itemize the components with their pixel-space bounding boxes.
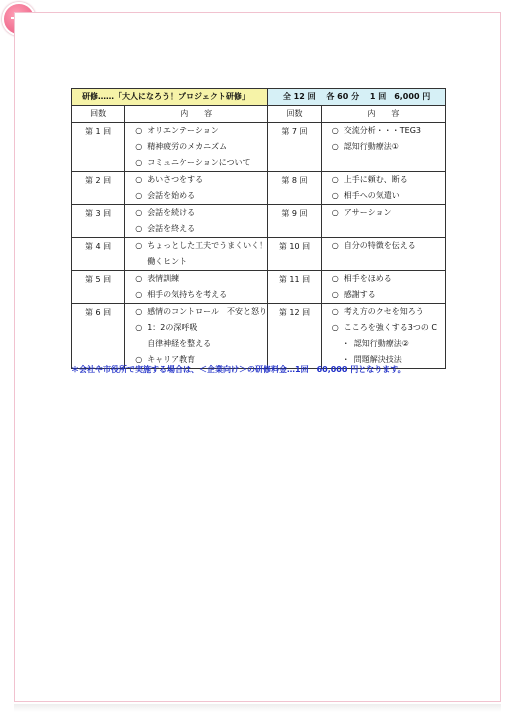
- session-number: 第 8 回: [281, 176, 308, 185]
- table-row: [72, 304, 446, 369]
- session-number: 第 4 回: [85, 242, 112, 251]
- circle-icon: ○: [135, 274, 143, 283]
- circle-icon: ○: [135, 126, 143, 135]
- circle-icon: ○: [135, 208, 143, 217]
- session-number: 第 5 回: [85, 275, 112, 284]
- table-row: [72, 172, 446, 205]
- list-item: [322, 172, 445, 188]
- list-item: [322, 188, 445, 204]
- session-subtopic: 問題解決技法: [353, 355, 402, 364]
- circle-icon: ○: [135, 241, 143, 250]
- page-shadow: [14, 704, 501, 712]
- course-pricing: 全 12 回 各 60 分 1 回 6,000 円: [268, 89, 446, 106]
- list-item: [125, 139, 267, 155]
- list-item: [125, 123, 267, 139]
- list-item: [125, 287, 267, 303]
- circle-icon: ○: [135, 290, 143, 299]
- list-item: [322, 205, 445, 221]
- list-item: [125, 205, 267, 221]
- list-item: [125, 320, 267, 336]
- list-item: [125, 304, 267, 320]
- column-header-num: 回数: [72, 106, 125, 123]
- list-item: [322, 271, 445, 287]
- list-item: [322, 304, 445, 320]
- session-topic: 交流分析・・・TEG3: [343, 126, 421, 135]
- dot-icon: ・: [341, 355, 350, 364]
- table-row: [72, 271, 446, 304]
- session-number: 第 9 回: [281, 209, 308, 218]
- session-topic: 1：2の深呼吸: [147, 323, 198, 332]
- circle-icon: ○: [331, 307, 339, 316]
- circle-icon: ○: [331, 323, 339, 332]
- list-item: [125, 188, 267, 204]
- session-topic: 相手をほめる: [343, 274, 392, 283]
- list-item: [322, 123, 445, 139]
- session-number: 第 6 回: [85, 308, 112, 317]
- circle-icon: ○: [331, 191, 339, 200]
- circle-icon: ○: [135, 323, 143, 332]
- session-number: 第 11 回: [278, 275, 311, 284]
- list-item: [125, 221, 267, 237]
- session-topic: 表情訓練: [147, 274, 180, 283]
- session-number: 第 3 回: [85, 209, 112, 218]
- session-topic: 相手の気持ちを考える: [147, 290, 228, 299]
- circle-icon: ○: [331, 208, 339, 217]
- list-item: [322, 287, 445, 303]
- session-topic: 上手に頼む、断る: [343, 175, 408, 184]
- circle-icon: ○: [331, 142, 339, 151]
- pricing-note: ＊会社や市役所で実施する場合は、＜企業向け＞の研修料金…1回 60,000 円となります。: [71, 365, 406, 374]
- circle-icon: ○: [331, 241, 339, 250]
- session-topic: ちょっとした工夫でうまくいく！: [147, 241, 268, 250]
- list-item: [125, 238, 267, 254]
- session-topic: 会話を続ける: [147, 208, 196, 217]
- circle-icon: ○: [135, 158, 143, 167]
- course-title: 研修……「大人になろう！プロジェクト研修」: [72, 89, 268, 106]
- list-item: [322, 320, 445, 336]
- list-item: [322, 336, 445, 352]
- session-topic: アサーション: [343, 208, 392, 217]
- dot-icon: ・: [341, 339, 350, 348]
- session-topic: 自分の特徴を伝える: [343, 241, 416, 250]
- session-subtopic: 認知行動療法②: [353, 339, 409, 348]
- list-item: [125, 155, 267, 171]
- column-header-content: 内 容: [125, 106, 268, 123]
- circle-icon: ○: [135, 307, 143, 316]
- session-topic: 相手への気遣い: [343, 191, 400, 200]
- session-topic: こころを強くする3つの C: [343, 323, 437, 332]
- session-number: 第 1 回: [85, 127, 112, 136]
- session-topic: 感謝する: [343, 290, 376, 299]
- session-topic: 考え方のクセを知ろう: [343, 307, 424, 316]
- circle-icon: ○: [135, 224, 143, 233]
- circle-icon: ○: [331, 274, 339, 283]
- circle-icon: ○: [331, 290, 339, 299]
- session-topic: 精神疲労のメカニズム: [147, 142, 228, 151]
- circle-icon: ○: [135, 175, 143, 184]
- list-item: [125, 172, 267, 188]
- session-topic-continued: 働くヒント: [147, 257, 188, 266]
- training-schedule-table: [71, 88, 446, 369]
- circle-icon: ○: [135, 355, 143, 364]
- list-item: [125, 271, 267, 287]
- session-number: 第 10 回: [278, 242, 311, 251]
- session-number: 第 2 回: [85, 176, 112, 185]
- list-item: [322, 238, 445, 254]
- circle-icon: ○: [135, 191, 143, 200]
- session-topic: 感情のコントロール 不安と怒り: [147, 307, 268, 316]
- session-number: 第 12 回: [278, 308, 311, 317]
- session-topic-continued: 自律神経を整える: [147, 339, 212, 348]
- column-header-content: 内 容: [321, 106, 445, 123]
- table-row: [72, 123, 446, 172]
- column-header-num: 回数: [268, 106, 322, 123]
- session-topic: キャリア教育: [147, 355, 196, 364]
- circle-icon: ○: [135, 142, 143, 151]
- table-row: [72, 205, 446, 238]
- session-number: 第 7 回: [281, 127, 308, 136]
- session-topic: オリエンテーション: [147, 126, 219, 135]
- table-row: [72, 238, 446, 271]
- session-topic: コミュニケーションについて: [147, 158, 251, 167]
- circle-icon: ○: [331, 175, 339, 184]
- circle-icon: ○: [331, 126, 339, 135]
- session-topic: あいさつをする: [147, 175, 204, 184]
- session-topic: 認知行動療法①: [343, 142, 399, 151]
- session-topic: 会話を始める: [147, 191, 196, 200]
- session-topic: 会話を終える: [147, 224, 196, 233]
- list-item: [322, 139, 445, 155]
